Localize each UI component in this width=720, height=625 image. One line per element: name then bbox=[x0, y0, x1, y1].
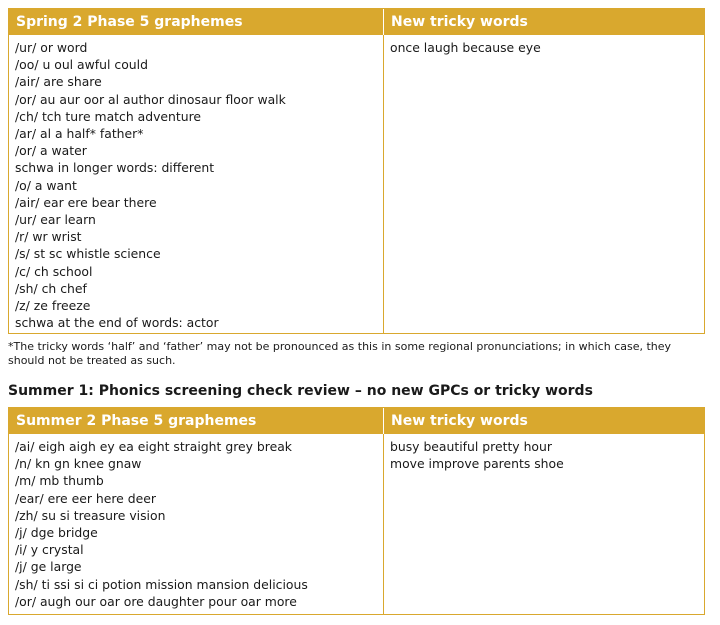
grapheme-line: /n/ kn gn knee gnaw bbox=[15, 456, 142, 472]
summer2-table bbox=[8, 407, 705, 615]
summer2-graphemes-header: Summer 2 Phase 5 graphemes bbox=[9, 408, 383, 434]
spring2-tricky-header: New tricky words bbox=[383, 9, 704, 35]
tricky-words-line: move improve parents shoe bbox=[390, 456, 564, 472]
grapheme-line: /air/ are share bbox=[15, 74, 102, 90]
grapheme-line: /o/ a want bbox=[15, 177, 77, 193]
grapheme-line: schwa in longer words: different bbox=[15, 160, 215, 176]
summer1-heading: Summer 1: Phonics screening check review – no new GPCs or tricky words bbox=[8, 383, 593, 399]
grapheme-line: schwa at the end of words: actor bbox=[15, 315, 219, 331]
spring2-graphemes-header: Spring 2 Phase 5 graphemes bbox=[9, 9, 383, 35]
grapheme-line: /or/ au aur oor al author dinosaur floor walk bbox=[15, 91, 286, 107]
grapheme-line: /ar/ al a half* father* bbox=[15, 126, 144, 142]
grapheme-line: /sh/ ti ssi si ci potion mission mansion delicious bbox=[15, 576, 308, 592]
footnote: *The tricky words ‘half’ and ‘father’ may not be pronounced as this in some regional pronunciations; in which case, they should not be treated as such. bbox=[8, 340, 672, 367]
grapheme-line: /ur/ ear learn bbox=[15, 212, 96, 228]
grapheme-line: /j/ ge large bbox=[15, 559, 82, 575]
grapheme-line: /ear/ ere eer here deer bbox=[15, 490, 156, 506]
spring2-table bbox=[8, 8, 705, 334]
spring2-tricky-cell bbox=[383, 35, 704, 333]
summer2-tricky-cell bbox=[383, 434, 704, 614]
summer2-tricky-header: New tricky words bbox=[383, 408, 704, 434]
grapheme-line: /z/ ze freeze bbox=[15, 298, 91, 314]
grapheme-line: /j/ dge bridge bbox=[15, 525, 98, 541]
grapheme-line: /ur/ or word bbox=[15, 40, 88, 55]
tricky-words-line: busy beautiful pretty hour bbox=[390, 439, 552, 454]
summer2-graphemes-cell bbox=[9, 434, 383, 614]
grapheme-line: /or/ augh our oar ore daughter pour oar more bbox=[15, 593, 297, 609]
grapheme-line: /sh/ ch chef bbox=[15, 280, 87, 296]
grapheme-line: /r/ wr wrist bbox=[15, 229, 82, 245]
grapheme-line: /oo/ u oul awful could bbox=[15, 57, 148, 73]
grapheme-line: /air/ ear ere bear there bbox=[15, 194, 157, 210]
tricky-words-line: once laugh because eye bbox=[390, 40, 541, 55]
grapheme-line: /ai/ eigh aigh ey ea eight straight grey break bbox=[15, 439, 292, 454]
grapheme-line: /i/ y crystal bbox=[15, 542, 84, 558]
grapheme-line: /or/ a water bbox=[15, 143, 87, 159]
grapheme-line: /s/ st sc whistle science bbox=[15, 246, 161, 262]
grapheme-line: /m/ mb thumb bbox=[15, 473, 104, 489]
grapheme-line: /ch/ tch ture match adventure bbox=[15, 108, 202, 124]
spring2-graphemes-cell bbox=[9, 35, 383, 333]
grapheme-line: /zh/ su si treasure vision bbox=[15, 507, 166, 523]
grapheme-line: /c/ ch school bbox=[15, 263, 93, 279]
